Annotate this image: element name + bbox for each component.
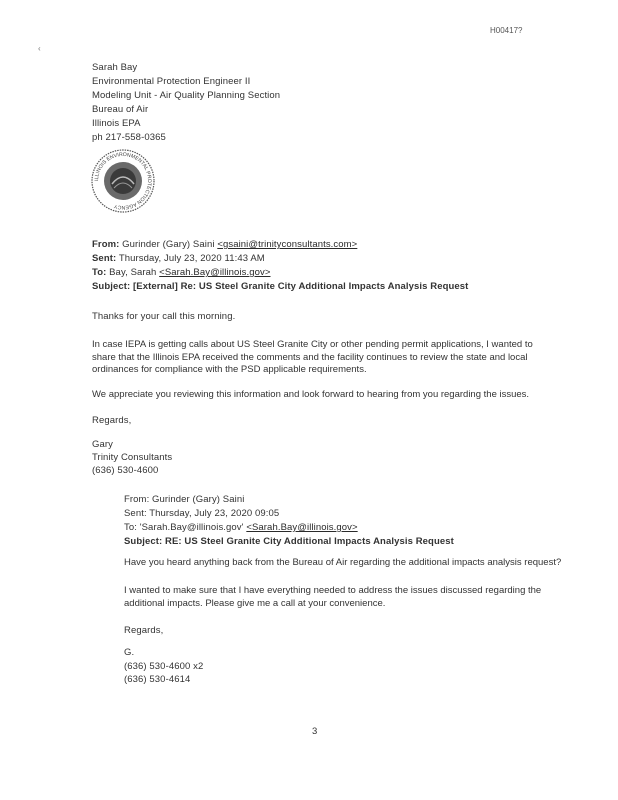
email2-to-link[interactable]: <Sarah.Bay@illinois.gov> <box>246 522 358 533</box>
email1-to-line: To: Bay, Sarah <Sarah.Bay@illinois.gov> <box>92 267 271 278</box>
email1-sig-name: Gary <box>92 439 113 450</box>
email1-from-link[interactable]: <gsaini@trinityconsultants.com> <box>217 239 358 250</box>
email2-sig-phone-1: (636) 530-4600 x2 <box>124 661 204 672</box>
email1-to-link[interactable]: <Sarah.Bay@illinois.gov> <box>159 267 271 278</box>
email1-greeting: Thanks for your call this morning. <box>92 311 236 322</box>
email2-sig-phone-2: (636) 530-4614 <box>124 674 191 685</box>
signature-phone: ph 217-558-0365 <box>92 132 166 143</box>
email2-from-line: From: Gurinder (Gary) Saini <box>124 494 245 505</box>
signature-block <box>92 62 280 143</box>
svg-text:ILLINOIS ENVIRONMENTAL PROTECT: ILLINOIS ENVIRONMENTAL PROTECTION AGENCY <box>93 151 153 211</box>
email1-sig-phone: (636) 530-4600 <box>92 465 159 476</box>
signature-bureau: Bureau of Air <box>92 104 149 115</box>
email1-sent-line: Sent: Thursday, July 23, 2020 11:43 AM <box>92 253 265 264</box>
email2-body-paragraph-1: Have you heard anything back from the Bureau of Air regarding the additional impacts analysis request? <box>124 557 562 568</box>
document-id: H00417? <box>490 26 523 35</box>
page-number: 3 <box>312 726 318 737</box>
agency-seal-logo <box>90 148 156 214</box>
email1-sig-company: Trinity Consultants <box>92 452 173 463</box>
email2-closing: Regards, <box>124 625 164 636</box>
signature-unit: Modeling Unit - Air Quality Planning Section <box>92 90 281 101</box>
email2-subject-line: Subject: RE: US Steel Granite City Additional Impacts Analysis Request <box>124 536 454 547</box>
email1-closing: Regards, <box>92 415 132 426</box>
email1-from-line: From: Gurinder (Gary) Saini <gsaini@trinityconsultants.com> <box>92 239 358 250</box>
signature-agency: Illinois EPA <box>92 118 141 129</box>
email1-subject-line: Subject: [External] Re: US Steel Granite City Additional Impacts Analysis Request <box>92 281 469 292</box>
signature-title: Environmental Protection Engineer II <box>92 76 251 87</box>
signature-name: Sarah Bay <box>92 62 138 73</box>
email2-to-line: To: 'Sarah.Bay@illinois.gov' <Sarah.Bay@illinois.gov> <box>124 522 358 533</box>
email1-body-paragraph-2: We appreciate you reviewing this information and look forward to hearing from you regarding the issues. <box>92 389 530 400</box>
email2-sent-line: Sent: Thursday, July 23, 2020 09:05 <box>124 508 280 519</box>
email2-sig-name: G. <box>124 647 135 658</box>
email2-body-paragraph-2: I wanted to make sure that I have everything needed to address the issues discussed regarding the additional impacts. Please give me a call at your convenience. <box>124 585 542 609</box>
margin-mark: ‹ <box>38 44 41 53</box>
email1-body-paragraph-1: In case IEPA is getting calls about US Steel Granite City or other pending permit applications, I wanted to share that the Illinois EPA received the comments and the facility continues to review the state and local ordinances for compliance with the PSD applicable requirements. <box>92 339 533 375</box>
